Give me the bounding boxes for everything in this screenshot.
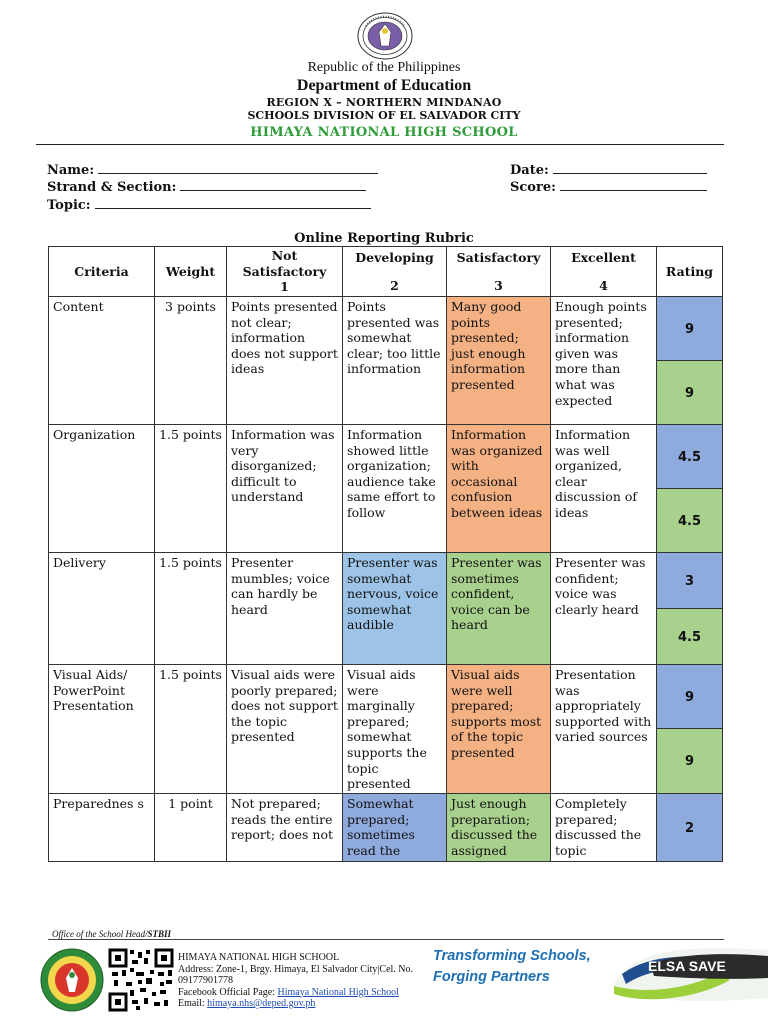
table-row (49, 665, 723, 729)
topic-label: Topic: (47, 198, 91, 213)
table-row (49, 794, 723, 862)
level2-cell: Presenter was somewhat nervous, voice somewhat audible (343, 553, 447, 665)
rating-cell[interactable]: 4.5 (657, 609, 723, 665)
footer-facebook (178, 987, 458, 999)
facebook-label: Facebook Official Page: (178, 986, 276, 998)
criteria-cell: Visual Aids/ PowerPoint Presentation (49, 665, 155, 794)
name-label: Name: (47, 163, 95, 178)
rating-cell[interactable]: 3 (657, 553, 723, 609)
level1-cell: Not prepared; reads the entire report; does not (227, 794, 343, 862)
rating-cell[interactable]: 4.5 (657, 425, 723, 489)
elsa-save-logo (614, 944, 768, 1004)
weight-cell: 1 point (155, 794, 227, 862)
level3-cell: Information was organized with occasional confusion between ideas (447, 425, 551, 553)
header-level3-num: 3 (494, 277, 503, 293)
footer-email (178, 998, 458, 1010)
level1-cell: Information was very disorganized; difficult to understand (227, 425, 343, 553)
table-row (49, 425, 723, 489)
level4-cell: Presenter was confident; voice was clearly heard (551, 553, 657, 665)
score-line[interactable] (560, 179, 707, 191)
name-line[interactable] (98, 162, 378, 174)
weight-cell: 1.5 points (155, 553, 227, 665)
email-link[interactable]: himaya.nhs@deped.gov.ph (207, 998, 316, 1009)
qr-code-icon (108, 948, 174, 1012)
level3-cell: Just enough preparation; discussed the assigned (447, 794, 551, 862)
department-heading: Department of Education (296, 77, 472, 94)
date-line[interactable] (553, 162, 707, 174)
rating-cell[interactable]: 9 (657, 729, 723, 794)
rating-cell[interactable]: 2 (657, 794, 723, 862)
level2-cell: Somewhat prepared; sometimes read the (343, 794, 447, 862)
elsa-label: ELSA SAVE (648, 958, 726, 974)
topic-line[interactable] (95, 197, 371, 209)
name-field (47, 162, 378, 178)
facebook-link[interactable]: Himaya National High School (277, 986, 399, 998)
header-level1-num: 1 (280, 279, 289, 295)
deped-seal-icon (356, 12, 414, 60)
criteria-cell: Preparednes s (49, 794, 155, 862)
header-level2 (343, 247, 447, 297)
republic-heading: Republic of the Philippines (307, 60, 461, 75)
level4-cell: Completely prepared; discussed the topic (551, 794, 657, 862)
office-label (52, 929, 171, 939)
strand-line[interactable] (180, 179, 366, 191)
footer-divider (48, 939, 724, 940)
footer-school-name: HIMAYA NATIONAL HIGH SCHOOL (178, 952, 340, 963)
criteria-cell: Organization (49, 425, 155, 553)
level3-cell: Many good points presented; just enough information presented (447, 297, 551, 425)
rating-cell[interactable]: 9 (657, 297, 723, 361)
table-row (49, 297, 723, 361)
level2-cell: Visual aids were marginally prepared; somewhat supports the topic presented (343, 665, 447, 794)
rubric-table (48, 246, 723, 862)
header-divider (36, 144, 724, 145)
header-level2-label: Developing (355, 249, 434, 265)
school-logo-icon (40, 948, 104, 1012)
level2-cell: Information showed little organization; audience take same effort to follow (343, 425, 447, 553)
tagline-line2: Forging Partners (433, 969, 550, 985)
header-level4 (551, 247, 657, 297)
rating-cell[interactable]: 4.5 (657, 489, 723, 553)
tagline-line1: Transforming Schools, (433, 948, 591, 964)
level1-cell: Visual aids were poorly prepared; does not support the topic presented (227, 665, 343, 794)
table-header-row (49, 247, 723, 297)
level1-cell: Presenter mumbles; voice can hardly be heard (227, 553, 343, 665)
level3-cell: Presenter was sometimes confident, voice can be heard (447, 553, 551, 665)
school-contact-info (178, 952, 458, 1010)
division-heading: SCHOOLS DIVISION OF EL SALVADOR CITY (247, 109, 521, 122)
handshake-icon (614, 944, 768, 1004)
header-level1 (227, 247, 343, 297)
topic-field (47, 197, 371, 213)
header-level4-label: Excellent (571, 249, 636, 265)
footer-address: Address: Zone-1, Brgy. Himaya, El Salvador City|Cel. No. 09177901778 (178, 963, 414, 986)
level2-cell: Points presented was somewhat clear; too little information (343, 297, 447, 425)
tagline (433, 946, 591, 988)
criteria-cell: Delivery (49, 553, 155, 665)
strand-field (47, 179, 366, 195)
rubric-title: Online Reporting Rubric (294, 231, 474, 246)
strand-label: Strand & Section: (47, 180, 177, 195)
table-row (49, 553, 723, 609)
level3-cell: Visual aids were well prepared; supports most of the topic presented (447, 665, 551, 794)
rating-cell[interactable]: 9 (657, 361, 723, 425)
score-field (510, 179, 707, 195)
header-level4-num: 4 (599, 277, 608, 293)
header-level2-num: 2 (390, 277, 399, 293)
level4-cell: Enough points presented; information given was more than what was expected (551, 297, 657, 425)
header-rating: Rating (657, 247, 723, 297)
header-weight: Weight (155, 247, 227, 297)
score-label: Score: (510, 180, 556, 195)
office-bold: STBII (147, 929, 171, 939)
rating-cell[interactable]: 9 (657, 665, 723, 729)
level4-cell: Presentation was appropriately supported with varied sources (551, 665, 657, 794)
weight-cell: 1.5 points (155, 425, 227, 553)
header-level3-label: Satisfactory (456, 249, 541, 265)
weight-cell: 3 points (155, 297, 227, 425)
office-text: Office of the School Head/ (52, 929, 148, 939)
header-level1-label: Not Satisfactory (242, 248, 327, 279)
level1-cell: Points presented not clear; information does not support ideas (227, 297, 343, 425)
criteria-cell: Content (49, 297, 155, 425)
email-label: Email: (178, 998, 205, 1009)
weight-cell: 1.5 points (155, 665, 227, 794)
region-heading: REGION X – NORTHERN MINDANAO (266, 96, 502, 109)
header-level3 (447, 247, 551, 297)
level4-cell: Information was well organized, clear discussion of ideas (551, 425, 657, 553)
date-label: Date: (510, 163, 549, 178)
school-heading: HIMAYA NATIONAL HIGH SCHOOL (250, 125, 518, 140)
header-criteria: Criteria (49, 247, 155, 297)
date-field (510, 162, 707, 178)
